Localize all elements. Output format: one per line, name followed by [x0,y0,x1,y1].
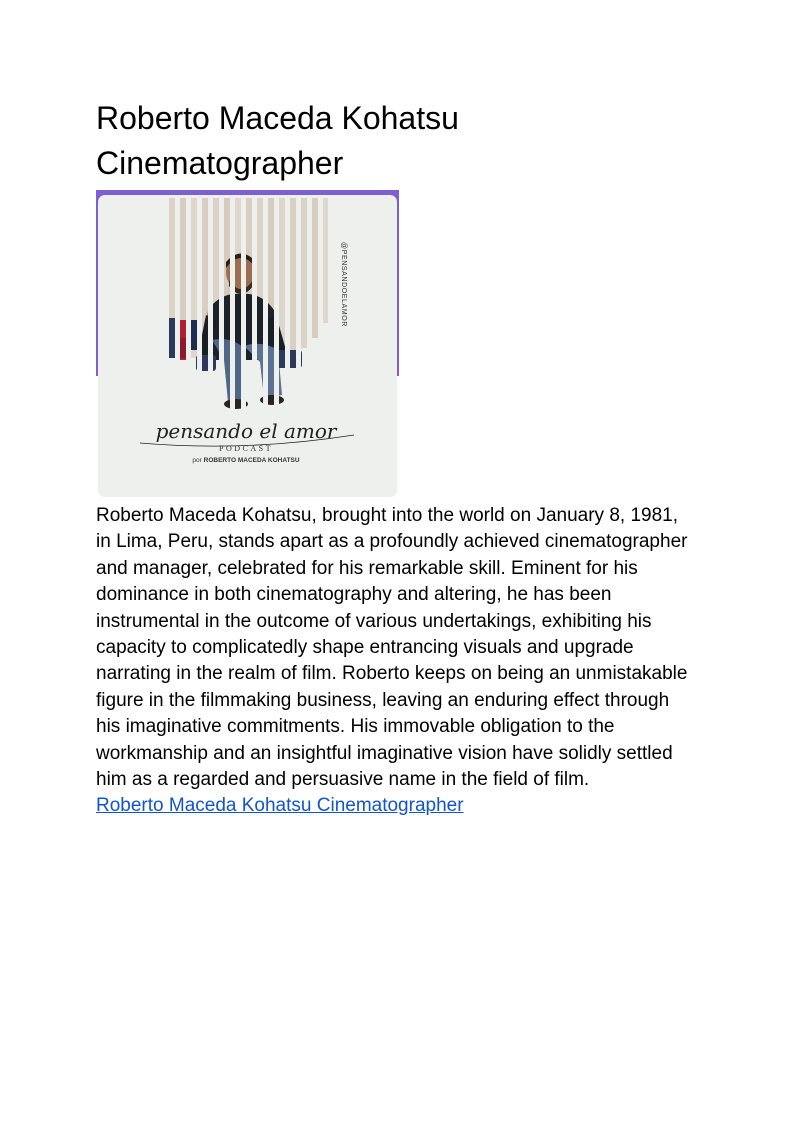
title-line-2: Cinematographer [96,145,344,181]
cover-byline-name: ROBERTO MACEDA KOHATSU [203,457,300,464]
cover-byline-prefix: por [192,457,202,464]
bio-paragraph: Roberto Maceda Kohatsu, brought into the world on January 8, 1981, in Lima, Peru, stands apart as a profoundly achieved cinematographer and manager, celebrated for his remarkable skill. Eminent for his dominance in both cinematography and altering, he has been instrumental in the outcome of various undertakings, exhibiting his capacity to complicatedly shape entrancing visuals and upgrade narrating in the realm of film. Roberto keeps on being an unmistakable figure in the filmmaking business, leaving an enduring effect through his imaginative commitments. His immovable obligation to the workmanship and an insightful imaginative vision have solidly settled him as a regarded and persuasive name in the field of film. [96,505,688,791]
document-page [96,96,706,819]
cover-byline [192,457,299,464]
profile-link[interactable]: Roberto Maceda Kohatsu Cinematographer [96,795,464,817]
cover-vertical-handle: @PENSANDOELAMOR [340,242,347,327]
cover-subtitle: PODCAST [219,444,273,453]
cover-script-title: pensando el amor [155,419,337,443]
title-line-1: Roberto Maceda Kohatsu [96,100,459,136]
stripe-overlay [175,198,333,413]
page-title [96,96,706,186]
podcast-cover-image [96,190,399,500]
